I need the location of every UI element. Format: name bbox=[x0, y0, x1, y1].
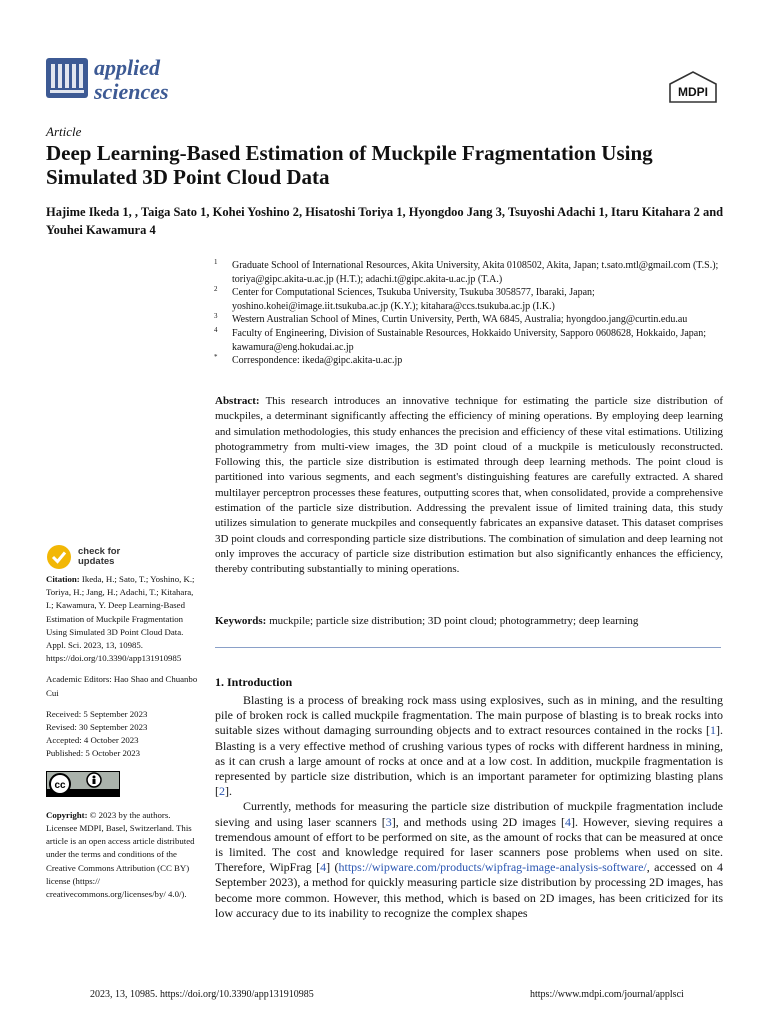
correspondence: * Correspondence: ikeda@gipc.akita-u.ac.jp bbox=[214, 353, 403, 367]
introduction-body bbox=[215, 693, 723, 921]
check-updates-line1: check for bbox=[78, 546, 121, 557]
keywords bbox=[215, 614, 723, 629]
footer-journal-url[interactable]: https://www.mdpi.com/journal/applsci bbox=[530, 989, 684, 1000]
citation-label: Citation: bbox=[46, 574, 80, 584]
copyright bbox=[46, 809, 200, 901]
reference-link-2[interactable]: 2 bbox=[219, 784, 225, 799]
date-published: Published: 5 October 2023 bbox=[46, 748, 141, 759]
author-list: Hajime Ikeda 1, , Taiga Sato 1, Kohei Yoshino 2, Hisatoshi Toriya 1, Hyongdoo Jang 3, Tsuyoshi Adachi 1, Itaru Kitahara 2 and Youhei Kawamura 4 bbox=[46, 205, 724, 237]
section-divider bbox=[215, 647, 721, 648]
citation-text: Ikeda, H.; Sato, T.; Yoshino, K.; Toriya, H.; Jang, H.; Adachi, T.; Kitahara, I.; Kawamura, Y. Deep Learning-Based Estimation of Muckpile Fragmentation Using Simulated 3D Point Cloud Data. Appl. Sci. 2023, 13, 10985. https://doi.org/10.3390/app131910985 bbox=[46, 574, 195, 664]
paragraph-1: Blasting is a process of breaking rock mass using explosives, such as in mining, and the resulting pile of broken rock is called muckpile fragmentation. The main purpose of blasting is to break rocks into suitable sizes without damaging surrounding objects and to extract resources contained in the rocks [1]. Blasting is a very effective method of crushing various types of rocks with different hardness in mining, as it can crush a large amount of rocks at once and at a low cost. In addition, muckpile fragmentation is represented by particle size distribution, which is an important parameter for optimizing blasting plans [2]. bbox=[215, 693, 723, 799]
reference-link-4[interactable]: 4 bbox=[565, 814, 572, 829]
date-received: Received: 5 September 2023 bbox=[46, 708, 148, 719]
affiliation-3: 3 Western Australian School of Mines, Curtin University, Perth, WA 6845, Australia; hyongdoo.jang@curtin.edu.au bbox=[214, 312, 688, 326]
mdpi-logo-text: MDPI bbox=[678, 85, 708, 99]
check-updates-icon bbox=[46, 544, 72, 570]
affiliation-4: 4 Faculty of Engineering, Division of Sustainable Resources, Hokkaido University, Sapporo 0608628, Hokkaido, Japan; kawamura@eng.hokudai.ac.jp bbox=[214, 325, 706, 353]
reference-link-4b[interactable]: 4 bbox=[320, 860, 327, 875]
keywords-label: Keywords: bbox=[215, 615, 267, 627]
copyright-text: © 2023 by the authors. Licensee MDPI, Basel, Switzerland. This article is an open access article distributed under the terms and conditions of the Creative Commons Attribution (CC BY) license (https:// creativecommons.org/licenses/by/ 4.0/). bbox=[46, 809, 195, 900]
section-heading-introduction: 1. Introduction bbox=[215, 675, 293, 689]
check-for-updates-badge[interactable] bbox=[46, 544, 200, 570]
paper-title: Deep Learning-Based Estimation of Muckpile Fragmentation Using Simulated 3D Point Cloud Data bbox=[46, 141, 653, 189]
paragraph-2: Currently, methods for measuring the particle size distribution of muckpile fragmentation include sieving and using laser scanners [3], and methods using 2D images [4]. However, sieving requires a tremendous amount of effort to be performed on site, as the amount of rocks that can be measured at once is limited. The cost and knowledge required for laser scanners pose problems when used on site. Therefore, WipFrag [4] (https://wipware.com/products/wipfrag-image-analysis-software/, accessed on 4 September 2023), a method for quickly measuring particle size distribution by processing 2D images, has become more common. However, this method, which is based on 2D images, has been criticized for its low accuracy due to its inability to recognize the complex shapes bbox=[215, 799, 723, 920]
footer-citation: 2023, 13, 10985. https://doi.org/10.3390/app131910985 bbox=[90, 989, 314, 1000]
journal-name-line1: applied bbox=[94, 55, 160, 80]
check-updates-line2: updates bbox=[78, 556, 115, 567]
abstract-label: Abstract: bbox=[215, 395, 260, 407]
affiliations bbox=[214, 259, 724, 368]
citation bbox=[46, 573, 200, 665]
abstract bbox=[215, 394, 723, 578]
mdpi-logo bbox=[666, 70, 720, 104]
journal-logo-icon bbox=[46, 58, 88, 98]
article-type: Article bbox=[46, 124, 82, 139]
journal-name bbox=[94, 56, 169, 104]
date-accepted: Accepted: 4 October 2023 bbox=[46, 735, 139, 746]
copyright-label: Copyright: bbox=[46, 809, 88, 820]
svg-text:cc: cc bbox=[54, 779, 66, 791]
dates bbox=[46, 708, 200, 761]
journal-name-line2: sciences bbox=[94, 79, 169, 104]
reference-link-3[interactable]: 3 bbox=[385, 814, 392, 829]
wipfrag-url-link[interactable]: https://wipware.com/products/wipfrag-image-analysis-software/ bbox=[338, 860, 647, 875]
academic-editors: Academic Editors: Hao Shao and Chuanbo Cui bbox=[46, 674, 198, 698]
affiliation-2: 2 Center for Computational Sciences, Tsukuba University, Tsukuba 3058577, Ibaraki, Japan; yoshino.kohei@image.iit.tsukuba.ac.jp (K.Y.); kitahara@ccs.tsukuba.ac.jp (I.K.) bbox=[214, 285, 595, 312]
reference-link-1[interactable]: 1 bbox=[710, 723, 716, 738]
abstract-text: This research introduces an innovative technique for estimating the particle size distribution of muckpiles, a determinant significantly affecting the efficiency of mining operations. By employing deep learning and simulation methodologies, this study enhances the precision and efficiency of these vital estimations. Utilizing photogrammetry from multi-view images, the 3D point cloud of a muckpile is meticulously reconstructed. Following this, the particle size distribution is estimated through deep learning methods. The point cloud is partitioned into various segments, and each segment's distinguishing features are carefully extracted. A shared multilayer perceptron processes these features, outputting scores that, when consolidated, provide a comprehensive estimation of the particle size distribution. Addressing the prevalent issue of limited training data, this study utilizes simulation to generate muckpiles and consequently fabricates an expansive dataset. This dataset comprises 3D point clouds and corresponding particle size distributions. The combination of simulation and deep learning not only improves the accuracy of particle size distribution estimation but also significantly enhances the efficiency, thereby contributing substantially to mining operations. bbox=[215, 395, 723, 576]
cc-by-license-icon[interactable] bbox=[46, 771, 120, 797]
affiliation-1: 1 Graduate School of International Resources, Akita University, Akita 0108502, Akita, Japan; t.sato.mtl@gmail.com (T.S.); toriya@gipc.akita-u.ac.jp (H.T.); adachi.t@gipc.akita-u.ac.jp (T.A.) bbox=[214, 258, 719, 285]
keywords-text: muckpile; particle size distribution; 3D point cloud; photogrammetry; deep learning bbox=[269, 615, 639, 627]
sidebar bbox=[46, 544, 200, 901]
date-revised: Revised: 30 September 2023 bbox=[46, 722, 148, 733]
